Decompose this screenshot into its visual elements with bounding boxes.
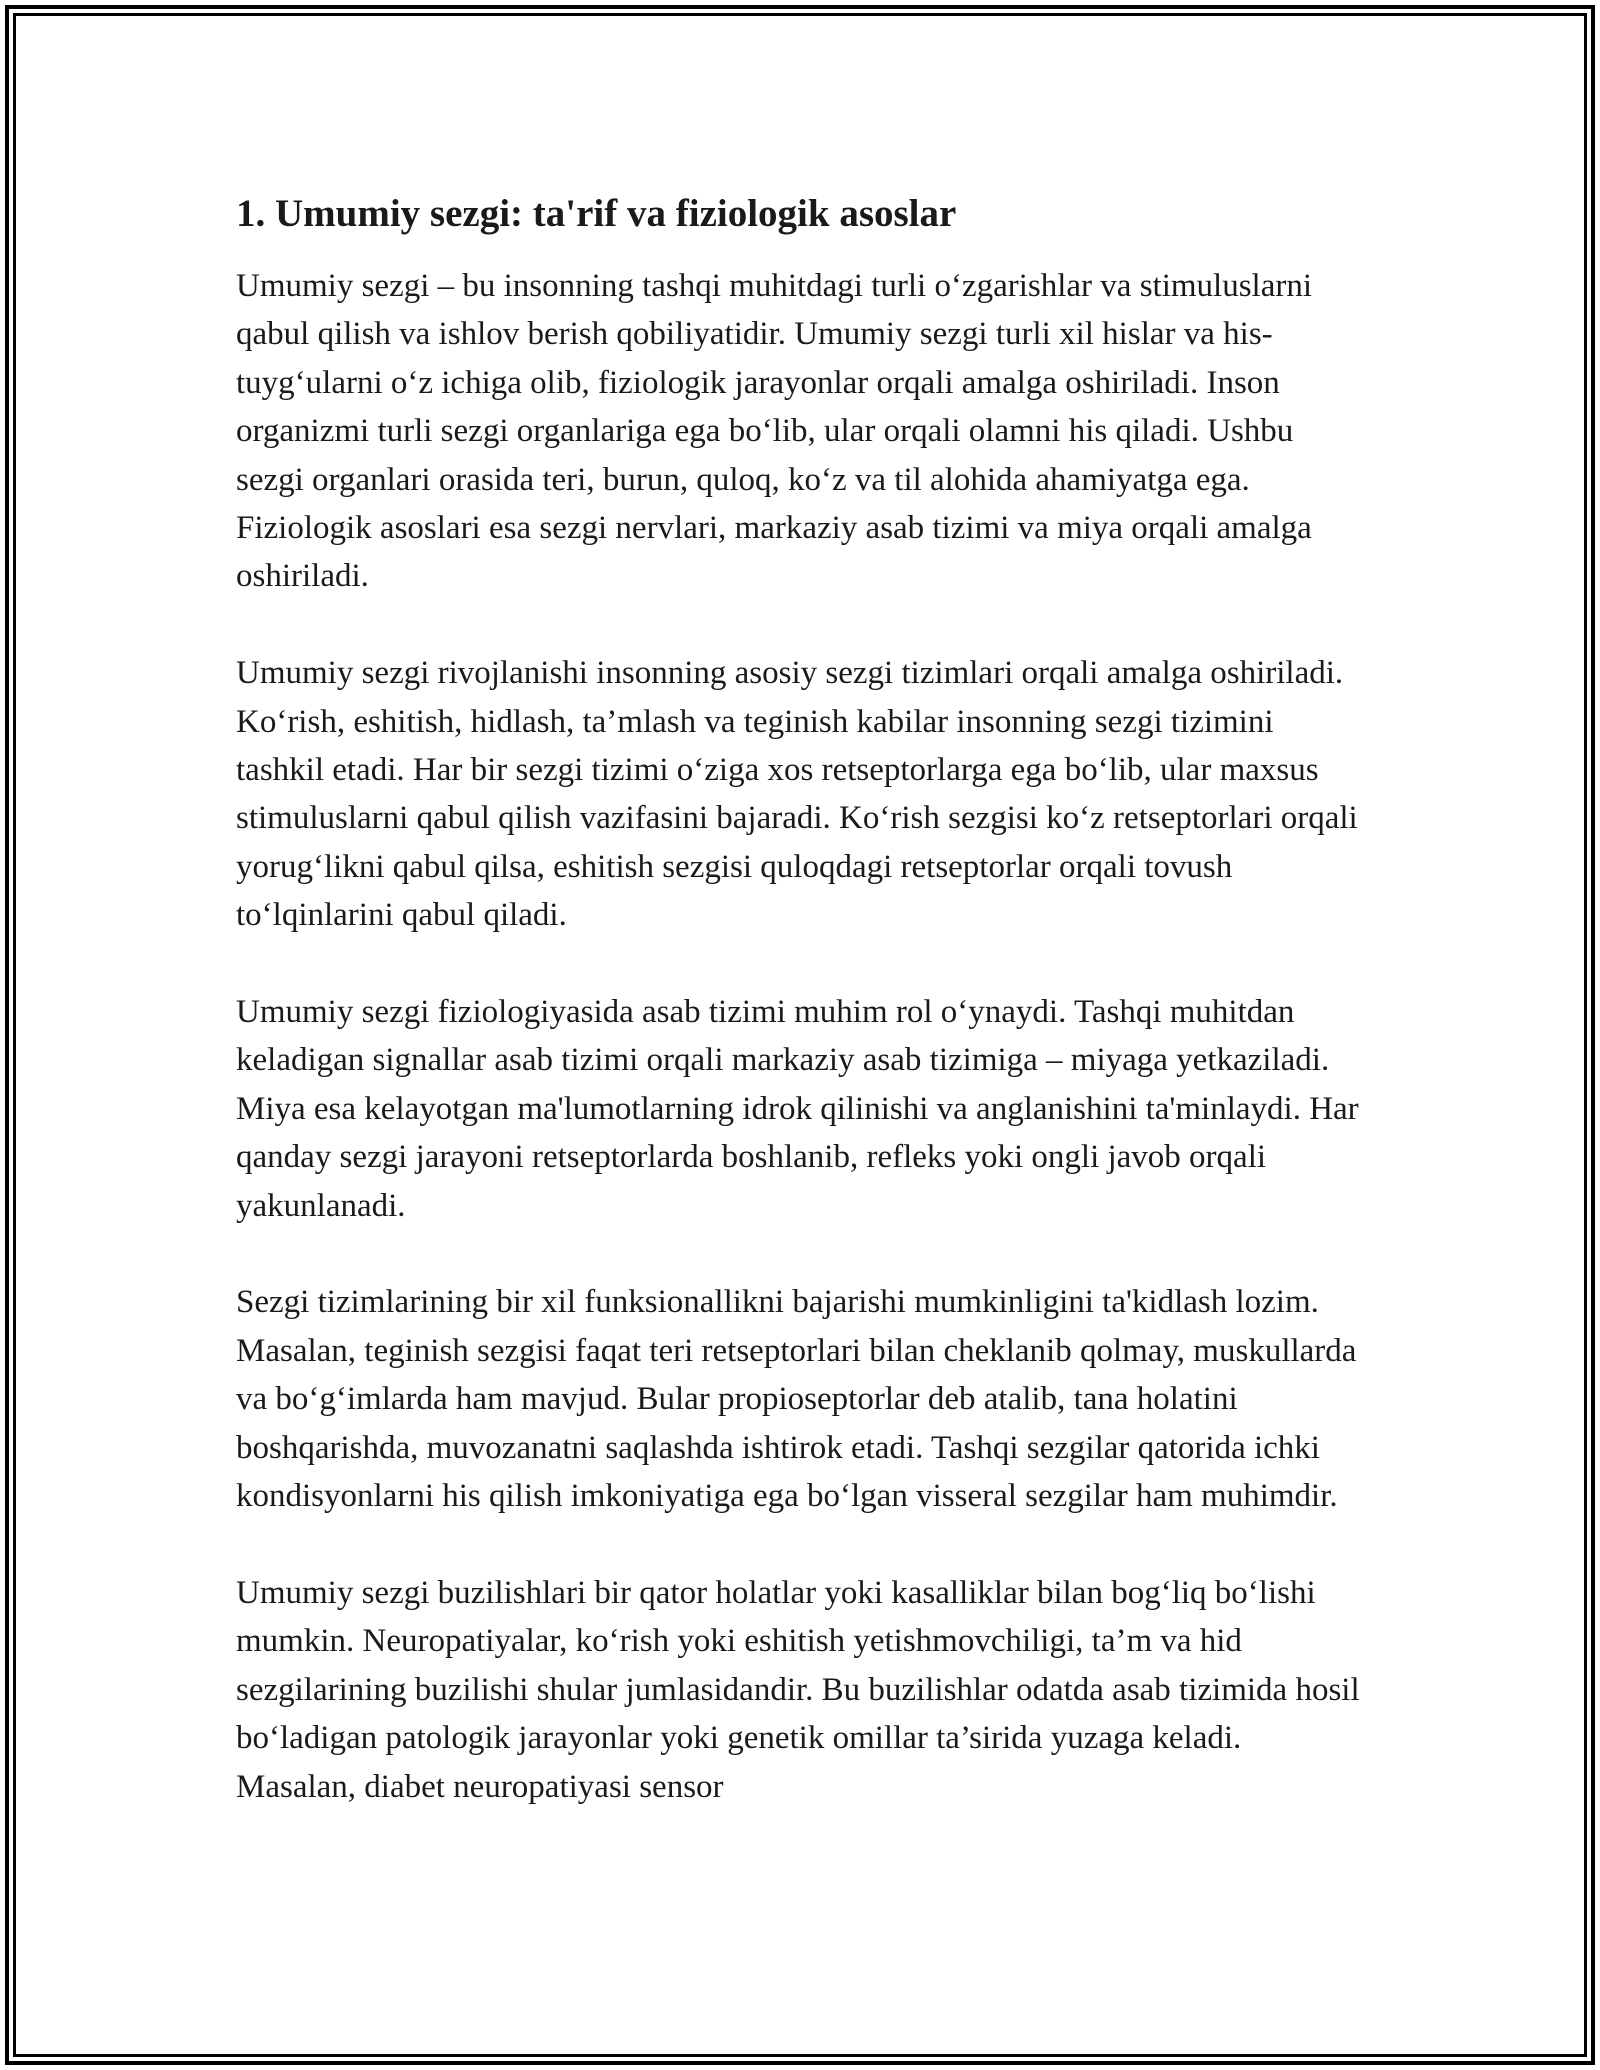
section-heading: 1. Umumiy sezgi: ta'rif va fiziologik asoslar [236,192,957,235]
paragraph-2: Umumiy sezgi rivojlanishi insonning asosiy sezgi tizimlari orqali amalga oshiriladi. Ko‘rish, eshitish, hidlash, ta’mlash va teginish kabilar insonning sezgi tizimini tashkil etadi. Har bir sezgi tizimi o‘ziga xos retseptorlarga ega bo‘lib, ular maxsus stimuluslarni qabul qilish vazifasini bajaradi. Ko‘rish sezgisi ko‘z retseptorlari orqali yorug‘likni qabul qilsa, eshitish sezgisi quloqdagi retseptorlar orqali tovush to‘lqinlarini qabul qiladi. [236,655,1358,934]
paragraph-4: Sezgi tizimlarining bir xil funksionallikni bajarishi mumkinligini ta'kidlash lozim. Masalan, teginish sezgisi faqat teri retseptorlari bilan cheklanib qolmay, muskullarda va bo‘g‘imlarda ham mavjud. Bular propioseptorlar deb atalib, tana holatini boshqarishda, muvozanatni saqlashda ishtirok etadi. Tashqi sezgilar qatorida ichki kondisyonlarni his qilish imkoniyatiga ega bo‘lgan visseral sezgilar ham muhimdir. [236,1284,1357,1515]
paragraph-5: Umumiy sezgi buzilishlari bir qator holatlar yoki kasalliklar bilan bog‘liq bo‘lishi mumkin. Neuropatiyalar, ko‘rish yoki eshitish yetishmovchiligi, ta’m va hid sezgilarining buzilishi shular jumlasidandir. Bu buzilishlar odatda asab tizimida hosil bo‘ladigan patologik jarayonlar yoki genetik omillar ta’sirida yuzaga keladi. Masalan, diabet neuropatiyasi sensor [236,1574,1360,1805]
document-body [236,186,1366,1811]
paragraph-1: Umumiy sezgi – bu insonning tashqi muhitdagi turli o‘zgarishlar va stimuluslarni qabul qilish va ishlov berish qobiliyatidir. Umumiy sezgi turli xil hislar va his-tuyg‘ularni o‘z ichiga olib, fiziologik jarayonlar orqali amalga oshiriladi. Inson organizmi turli sezgi organlariga ega bo‘lib, ular orqali olamni his qiladi. Ushbu sezgi organlari orasida teri, burun, quloq, ko‘z va til alohida ahamiyatga ega. Fiziologik asoslari esa sezgi nervlari, markaziy asab tizimi va miya orqali amalga oshiriladi. [236,268,1313,595]
paragraph-3: Umumiy sezgi fiziologiyasida asab tizimi muhim rol o‘ynaydi. Tashqi muhitdan keladigan signallar asab tizimi orqali markaziy asab tizimiga – miyaga yetkaziladi. Miya esa kelayotgan ma'lumotlarning idrok qilinishi va anglanishini ta'minlaydi. Har qanday sezgi jarayoni retseptorlarda boshlanib, refleks yoki ongli javob orqali yakunlanadi. [236,994,1359,1224]
